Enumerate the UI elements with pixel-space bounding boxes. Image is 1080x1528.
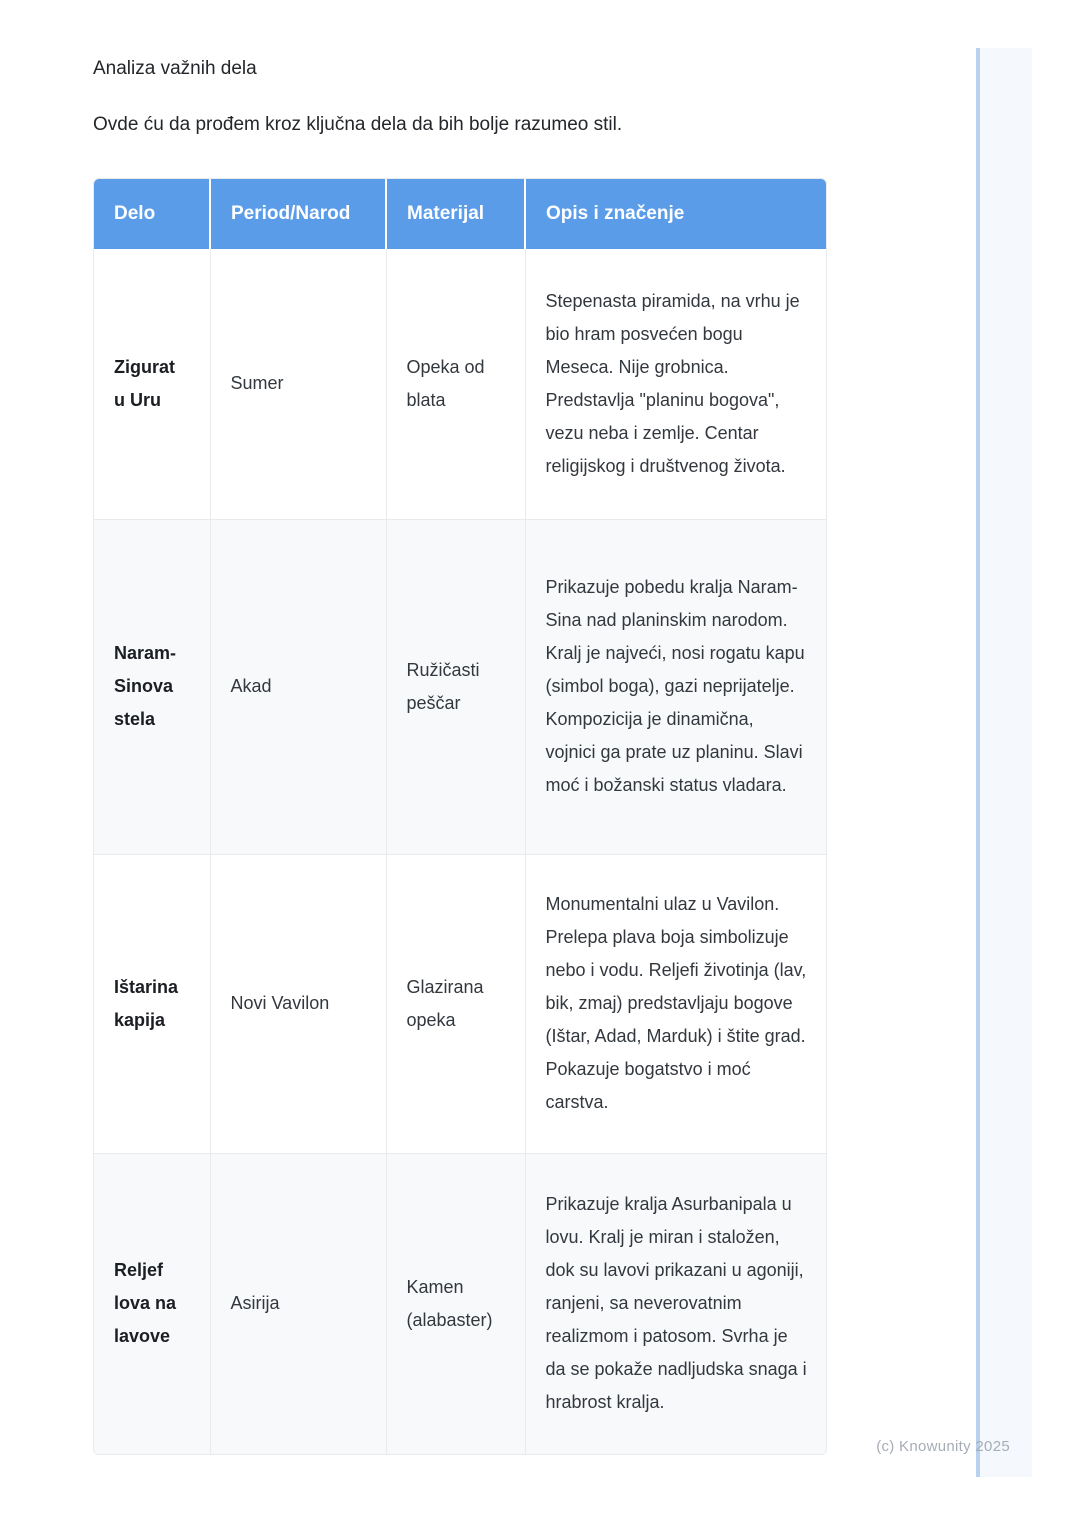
- cell-opis: Stepenasta piramida, na vrhu je bio hram posvećen bogu Meseca. Nije grobnica. Predstavlja "planinu bogova", vezu neba i zemlje. Centar religijskog i društvenog života.: [525, 249, 827, 519]
- cell-delo: Naram-Sinova stela: [94, 519, 210, 854]
- works-table-grid: [94, 179, 827, 1454]
- works-table: [93, 178, 827, 1455]
- cell-materijal: Glazirana opeka: [386, 854, 525, 1153]
- page-title: Analiza važnih dela: [93, 58, 257, 79]
- table-row: [94, 249, 827, 519]
- table-row: [94, 1153, 827, 1454]
- column-header-opis-znacenje: Opis i značenje: [525, 179, 827, 249]
- column-header-materijal: Materijal: [386, 179, 525, 249]
- table-row: [94, 519, 827, 854]
- cell-opis: Prikazuje pobedu kralja Naram-Sina nad planinskim narodom. Kralj je najveći, nosi rogatu kapu (simbol boga), gazi neprijatelje. Kompozicija je dinamična, vojnici ga prate uz planinu. Slavi moć i božanski status vladara.: [525, 519, 827, 854]
- cell-materijal: Opeka od blata: [386, 249, 525, 519]
- cell-period: Novi Vavilon: [210, 854, 386, 1153]
- cell-opis: Monumentalni ulaz u Vavilon. Prelepa plava boja simbolizuje nebo i vodu. Reljefi životinja (lav, bik, zmaj) predstavljaju bogove (Ištar, Adad, Marduk) i štite grad. Pokazuje bogatstvo i moć carstva.: [525, 854, 827, 1153]
- table-header-row: [94, 179, 827, 249]
- cell-opis: Prikazuje kralja Asurbanipala u lovu. Kralj je miran i staložen, dok su lavovi prikazani u agoniji, ranjeni, sa neverovatnim realizmom i patosom. Svrha je da se pokaže nadljudska snaga i hrabrost kralja.: [525, 1153, 827, 1454]
- column-header-period-narod: Period/Narod: [210, 179, 386, 249]
- table-row: [94, 854, 827, 1153]
- cell-delo: Ištarina kapija: [94, 854, 210, 1153]
- cell-period: Sumer: [210, 249, 386, 519]
- cell-delo: Zigurat u Uru: [94, 249, 210, 519]
- cell-period: Akad: [210, 519, 386, 854]
- cell-period: Asirija: [210, 1153, 386, 1454]
- cell-delo: Reljef lova na lavove: [94, 1153, 210, 1454]
- document-scrollbar[interactable]: [976, 48, 1032, 1477]
- cell-materijal: Kamen (alabaster): [386, 1153, 525, 1454]
- column-header-delo: Delo: [94, 179, 210, 249]
- cell-materijal: Ružičasti peščar: [386, 519, 525, 854]
- copyright-watermark: (c) Knowunity 2025: [876, 1438, 1010, 1455]
- intro-text: Ovde ću da prođem kroz ključna dela da bih bolje razumeo stil.: [93, 114, 623, 135]
